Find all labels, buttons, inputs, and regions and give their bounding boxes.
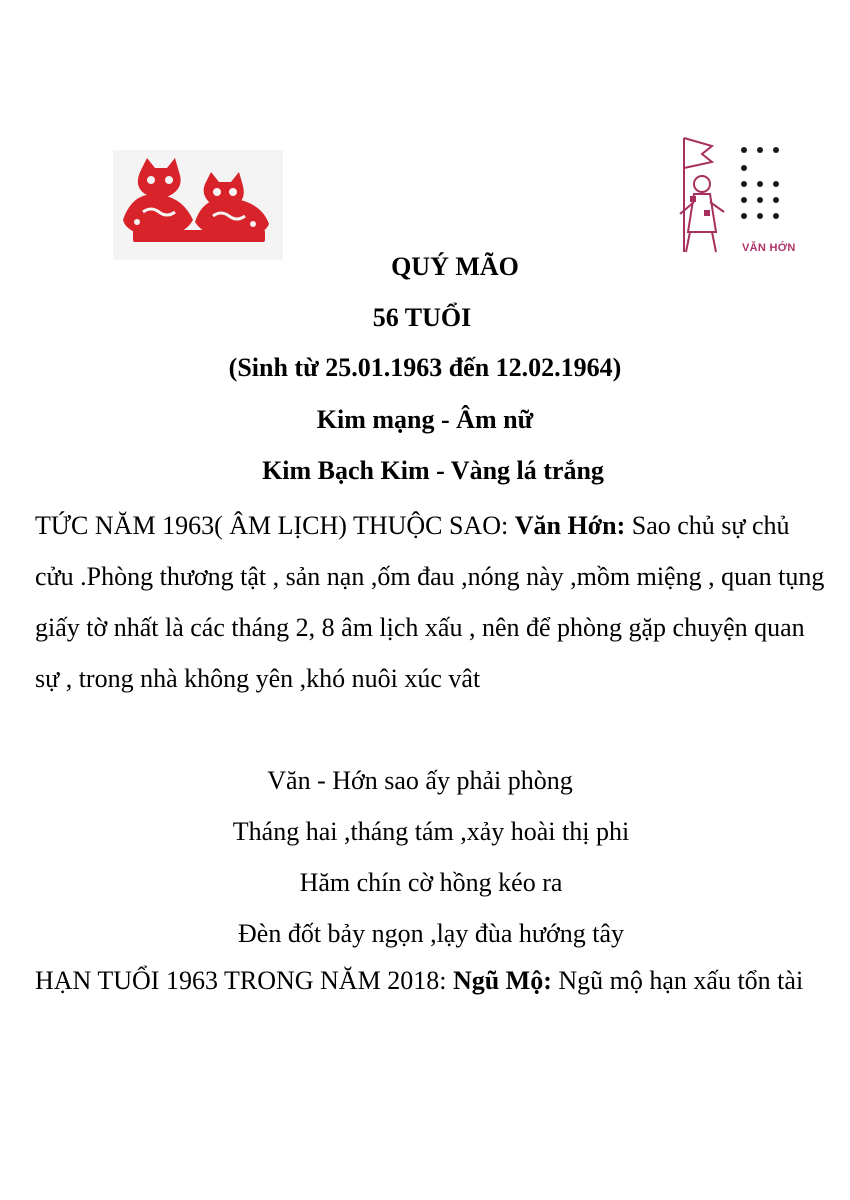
paper-cut-cats-image xyxy=(113,150,283,260)
element-heading: Kim Bạch Kim - Vàng lá trắng xyxy=(262,456,604,485)
fate-lead-text: HẠN TUỔI 1963 TRONG NĂM 2018: xyxy=(35,966,453,995)
star-description: Sao chủ sự chủ cửu .Phòng thương tật , sản nạn ,ốm đau ,nóng này ,mồm miệng , quan tụng giấy tờ nhất là các tháng 2, 8 âm lịch xấu , nên để phòng gặp chuyện quan sự , trong nhà không yên ,khó nuôi xúc vât xyxy=(35,511,825,693)
star-lead-text: TỨC NĂM 1963( ÂM LỊCH) THUỘC SAO: xyxy=(35,511,515,540)
age-heading: 56 TUỔI xyxy=(372,303,472,332)
birth-range-heading: (Sinh từ 25.01.1963 đến 12.02.1964) xyxy=(228,353,622,382)
poem-line: Tháng hai ,tháng tám ,xảy hoài thị phi xyxy=(232,817,630,846)
star-paragraph xyxy=(35,500,830,704)
year-name-heading: QUÝ MÃO xyxy=(391,252,519,281)
poem-line: Đèn đốt bảy ngọn ,lạy đùa hướng tây xyxy=(238,919,624,948)
star-name: Văn Hớn: xyxy=(514,511,626,540)
fate-name: Ngũ Mộ: xyxy=(452,966,552,995)
star-image-caption: VĂN HỚN xyxy=(742,242,796,254)
fate-paragraph xyxy=(35,955,830,1006)
poem-line: Hăm chín cờ hồng kéo ra xyxy=(299,868,563,897)
fate-description: Ngũ mộ hạn xấu tổn tài xyxy=(551,966,804,995)
poem-line: Văn - Hớn sao ấy phải phòng xyxy=(267,766,573,795)
destiny-heading: Kim mạng - Âm nữ xyxy=(316,405,534,434)
